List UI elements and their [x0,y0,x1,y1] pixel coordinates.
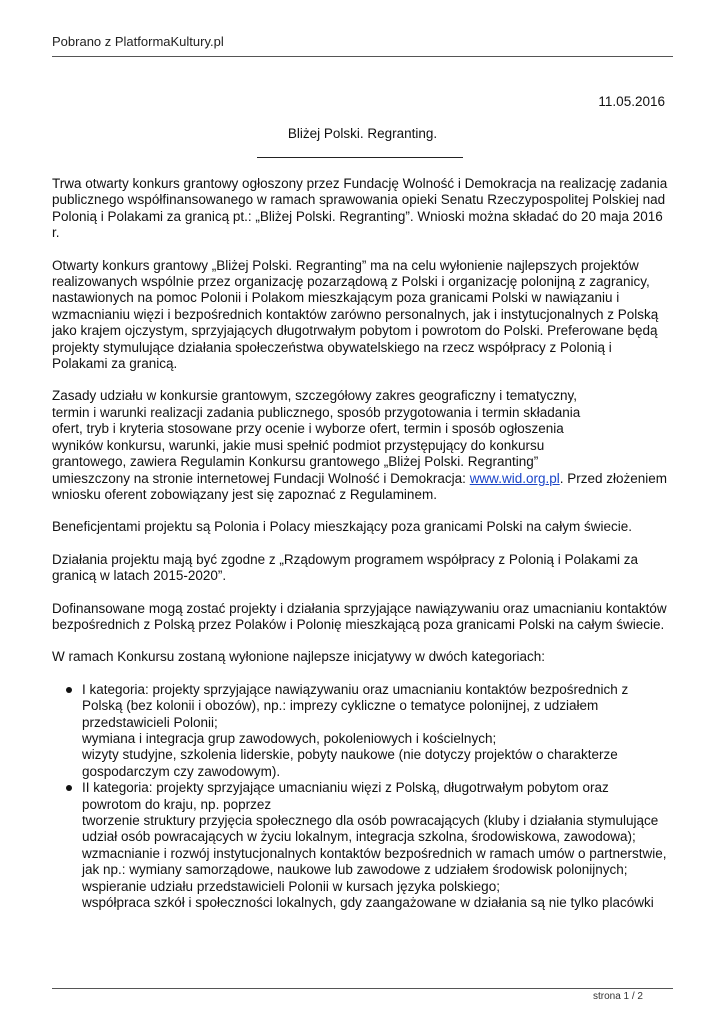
rules-line: Zasady udziału w konkursie grantowym, szczegółowy zakres geograficzny i tematyczny, [52,388,577,404]
rules-line: termin i warunki realizacji zadania publicznego, sposób przygotowania i termin składania [52,404,581,420]
bullet-icon [66,785,72,791]
page-number: strona 1 / 2 [592,991,643,1002]
bullet-icon [66,687,72,693]
rules-tail-before: umieszczony na stronie internetowej Fundacji Wolność i Demokracja: [52,470,470,486]
list-item-category-1 [82,682,670,780]
category-2-line: wzmacnianie i rozwój instytucjonalnych kontaktów bezpośrednich w ramach umów o partnerstwie, jak np.: wymiany samorządowe, naukowe lub zawodowe z udziałem środowisk polonijnych; [82,845,667,878]
paragraph-beneficiaries: Beneficjentami projektu są Polonia i Polacy mieszkający poza granicami Polski na całym świecie. [52,519,633,535]
paragraph-goal: Otwarty konkurs grantowy „Bliżej Polski. Regranting” ma na celu wyłonienie najlepszych projektów realizowanych wspólnie przez organizację pozarządową z Polski i organizację polonijną z zagranicy, nastawionych na pomoc Polonii i Polakom mieszkającym poza granicami Polski w nawiązaniu i wzmacnianiu więzi i bezpośrednich kontaktów zarówno personalnych, jak i instytucjonalnych z Polską jako krajem ojczystym, sprzyjających długotrwałym pobytom i powrotom do Polski. Preferowane będą projekty stymulujące działania społeczeństwa obywatelskiego na rzecz współpracy z Polonią i Polakami za granicą. [52,257,659,372]
category-1-intro: I kategoria: projekty sprzyjające nawiązywaniu oraz umacnianiu kontaktów bezpośrednich z Polską (bez kolonii i obozów), np.: imprezy cykliczne o tematyce polonijnej, z udziałem przedstawicieli Polonii; [82,681,629,730]
title-underline [257,157,463,158]
wid-website-link[interactable]: www.wid.org.pl [469,470,560,486]
list-item-category-2 [82,780,670,911]
footer-divider [52,988,673,989]
paragraph-funding: Dofinansowane mogą zostać projekty i działania sprzyjające nawiązywaniu oraz umacnianiu kontaktów bezpośrednich z Polską przez Polaków i Polonię mieszkającą poza granicami Polski na całym świecie. [52,600,667,632]
paragraph-program: Działania projektu mają być zgodne z „Rządowym programem współpracy z Polonią i Polakami za granicą w latach 2015-2020”. [52,551,639,584]
article-title: Bliżej Polski. Regranting. [287,126,438,141]
rules-line: ofert, tryb i kryteria stosowane przy ocenie i wyborze ofert, termin i sposób ogłoszenia [52,421,564,437]
rules-line: wyników konkursu, warunki, jakie musi spełnić podmiot przystępujący do konkursu [52,437,545,453]
page-source-header: Pobrano z PlatformaKultury.pl [52,34,224,49]
category-1-line: wizyty studyjne, szkolenia liderskie, pobyty naukowe (nie dotyczy projektów o charakterze gospodarczym czy zawodowym). [82,747,618,779]
category-1-line: wymiana i integracja grup zawodowych, pokoleniowych i kościelnych; [82,730,497,746]
paragraph-categories-intro: W ramach Konkursu zostaną wyłonione najlepsze inicjatywy w dwóch kategoriach: [52,649,545,665]
paragraph-rules [52,388,670,503]
header-divider [52,56,673,57]
category-2-line: wspieranie udziału przedstawicieli Polonii w kursach języka polskiego; [82,878,500,894]
category-2-line: współpraca szkół i społeczności lokalnych, gdy zaangażowane w działania są nie tylko placówki [82,895,654,911]
article-body [52,176,670,911]
category-2-line: tworzenie struktury przyjęcia społecznego dla osób powracających (kluby i działania stymulujące udział osób powracających w życiu lokalnym, integracja szkolna, środowiskowa, zawodowa); [82,813,659,845]
article-date: 11.05.2016 [598,94,665,109]
rules-tail-after: . Przed złożeniem wniosku oferent zobowiązany jest się zapoznać z Regulaminem. [52,470,668,502]
paragraph-intro: Trwa otwarty konkurs grantowy ogłoszony przez Fundację Wolność i Demokracja na realizację zadania publicznego współfinansowanego w ramach sprawowania opieki Senatu Rzeczypospolitej Polskiej nad Polonią i Polakami za granicą pt.: „Bliżej Polski. Regranting”. Wnioski można składać do 20 maja 2016 r. [52,176,668,241]
category-2-intro: II kategoria: projekty sprzyjające umacnianiu więzi z Polską, długotrwałym pobytom oraz powrotom do kraju, np. poprzez [82,780,609,812]
rules-line: grantowego, zawiera Regulamin Konkursu grantowego „Bliżej Polski. Regranting” [52,454,539,470]
categories-list [52,682,670,912]
